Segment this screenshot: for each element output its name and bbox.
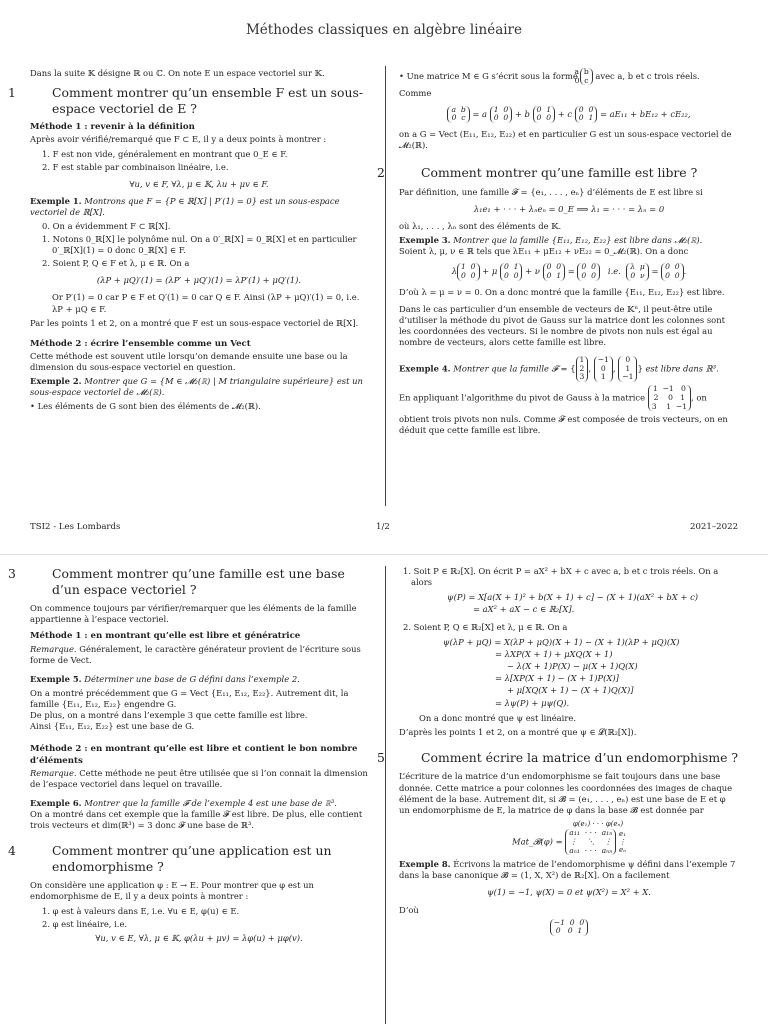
method-2-heading: Méthode 2 : en montrant qu’elle est libre et contient le bon nombre d’éléments [30,744,358,766]
section-4-intro: On considère une application φ : E → E. Pour montrer que φ est un endomorphisme de E, il y a deux points à montrer : [30,880,314,902]
example-3: Exemple 3. Montrer que la famille {E₁₁, E₁₂, E₂₂} est libre dans 𝓜₂(ℝ). [399,234,703,245]
page2-left-column [8,566,368,950]
vect-conclusion: on a G = Vect (E₁₁, E₁₂, E₂₂) et en particulier G est un sous-espace vectoriel de 𝓜₂(ℝ). [399,128,732,151]
endomorphism-conclusion: D’après les points 1 et 2, on a montré que ψ ∈ 𝓛(ℝ₂[X]). [399,726,637,737]
formula: ∀u, v ∈ E, ∀λ, μ ∈ 𝕂, φ(λu + μv) = λφ(u) + μφ(v). [95,932,303,943]
column-divider [385,66,386,506]
definition-after: où λ₁, . . . , λₙ sont des éléments de 𝕂. [399,220,562,231]
list-item: 1. Notons 0_ℝ[X] le polynôme nul. On a 0′_ℝ[X] = 0_ℝ[X] et en particulier 0′_ℝ[X](1) = 0 donc 0_ℝ[X] ∈ F. [42,234,357,256]
example-5-body-3: Ainsi {E₁₁, E₁₂, E₂₂} est une base de G. [30,721,195,732]
section-3-heading: 3 Comment montrer qu’une famille est une base d’un espace vectoriel ? [8,566,345,597]
section-3-intro: On commence toujours par vérifier/remarquer que les éléments de la famille appartienne à l’espace vectoriel. [30,603,357,625]
footer-page-number: 1/2 [376,522,390,532]
kn-paragraph: Dans le cas particulier d’un ensemble de vecteurs de 𝕂ⁿ, il peut-être utile d’utiliser la méthode du pivot de Gauss sur la matrice dont les colonnes sont les coordonnées des vecteurs. Si le nombre de pivots non nuls est égal au nombre de vecteurs, alors cette famille est libre. [399,303,725,347]
method-1-list [30,149,368,173]
list-item: 2. F est stable par combinaison linéaire, i.e. [42,161,229,172]
example-4-conclusion: obtient trois pivots non nuls. Comme 𝓕 est composée de trois vecteurs, on en déduit que cette famille est libre. [399,414,728,436]
example-3-body: Soient λ, μ, ν ∈ ℝ tels que λE₁₁ + μE₁₂ + νE₂₂ = 0_𝓜₂(ℝ). On a donc [399,246,689,257]
example-3-conclusion: D’où λ = μ = ν = 0. On a donc montré que la famille {E₁₁, E₁₂, E₂₂} est libre. [399,286,725,297]
definition-text: Par définition, une famille 𝓕 = {e₁, . . . , eₙ} d’éléments de E est libre si [399,186,703,197]
example-5-body: On a montré précédemment que G = Vect {E₁₁, E₁₂, E₂₂}. Autrement dit, la famille {E₁₁, E₁₂, E₂₂} engendre G. [30,687,349,709]
section-4-heading: 4 Comment montrer qu’une application est un endomorphisme ? [8,843,332,874]
example-5: Exemple 5. Déterminer une base de G défini dans l’exemple 2. [30,673,300,684]
example-4-body: En appliquant l’algorithme du pivot de Gauss à la matrice 1 −1 0 2 0 1 3 1 −1 , on [399,384,707,411]
section-5-intro: L’écriture de la matrice d’un endomorphisme se fait toujours dans une base donnée. Cette matrice a pour colonnes les coordonnées des images de chaque élément de la base. Autrement dit, si 𝓑 = (e₁, . . . , eₙ) est une base de E et φ un endomorphisme de E, la matrice de φ dans la base 𝓑 est donnée par [399,771,733,815]
example-1: Exemple 1. Montrons que F = {P ∈ ℝ[X] | P′(1) = 0} est un sous-espace vectoriel de ℝ[X]. [30,195,340,217]
remark-2: Remarque. Cette méthode ne peut être utilisée que si l’on connait la dimension de l’espace vectoriel dans lequel on travaille. [30,767,368,789]
example-8: Exemple 8. Écrivons la matrice de l’endomorphisme ψ défini dans l’exemple 7 dans la base canonique 𝓑 = (1, X, X²) de ℝ₂[X]. On a facilement [399,859,736,881]
formula: λ 1 0 0 0 + μ 0 1 0 0 + ν 0 0 0 1 = 0 0 0 0 i.e. λ μ 0 ν = 0 0 0 0 . [451,262,687,280]
section-2-heading: 2 Comment montrer qu’une famille est libre ? [377,165,698,181]
example-1-list [30,221,368,269]
footer-left: TSI2 - Les Lombards [30,522,121,532]
page-separator [0,554,768,555]
example-2: Exemple 2. Montrer que G = {M ∈ 𝓜₂(ℝ) | M triangulaire supérieure} est un sous-espace vectoriel de 𝓜₂(ℝ). [30,376,363,398]
list-item: 2. Soient P, Q ∈ F et λ, μ ∈ ℝ. On a [42,258,190,269]
formula: (λP + μQ)′(1) = (λP′ + μQ′)(1) = λP′(1) + μQ′(1). [96,275,302,286]
intro-text: Dans la suite 𝕂 désigne ℝ ou ℂ. On note E un espace vectoriel sur 𝕂. [30,68,325,78]
method-1-heading: Méthode 1 : revenir à la définition [30,122,195,133]
formula: ψ(P) = X[a(X + 1)² + b(X + 1) + c] − (X + 1)(aX² + bX + c) = aX² + aX − c ∈ ℝ₂[X]. [447,592,699,615]
example-2-bullet: • Les éléments de G sont bien des éléments de 𝓜₂(ℝ). [30,401,261,412]
formula: a b 0 c = a 1 0 0 0 + b 0 1 0 0 + c 0 0 0 1 = aE₁₁ + bE₁₂ + cE₂₂, [399,106,739,123]
example-6: Exemple 6. Montrer que la famille 𝓕 de l’exemple 4 est une base de ℝ³. [30,798,337,809]
section-5-heading: 5 Comment écrire la matrice d’un endomorphisme ? [377,749,739,765]
bullet-matrix-form: • Une matrice M ∈ G s’écrit sous la forme a b 0 c avec a, b et c trois réels. [399,67,700,85]
formula: ψ(λP + μQ) = X(λP + μQ)(X + 1) − (X + 1)(λP + μQ)(X) = λXP(X + 1) + μXQ(X + 1) − λ(X + 1)P(X) − μ(X + 1)Q(X) = λ[XP(X + 1) − (X + 1)P(X)] + μ[XQ(X + 1) − (X + 1)Q(X)] = λψ(P) + μψ(Q). [443,636,680,708]
method-2-text: Cette méthode est souvent utile lorsqu’on demande ensuite une base ou la dimension du sous-espace vectoriel en question. [30,351,348,373]
section-1-heading: 1 Comment montrer qu’un ensemble F est un sous-espace vectoriel de E ? [8,85,364,116]
column-divider [385,566,386,1024]
page1-left-column [8,68,368,416]
list-item: 1. F est non vide, généralement en montrant que 0_E ∈ F. [42,148,288,159]
matrix: a b 0 c [580,68,592,85]
comme-label: Comme [399,88,432,99]
example-4: Exemple 4. Montrer que la famille 𝓕 = { 1 2 3 , −1 0 1 , 0 1 −1 } est libre dans ℝ³. [399,355,719,382]
formula: λ₁e₁ + · · · + λₙeₙ = 0_E ⟹ λ₁ = · · · = λₙ = 0 [473,203,665,214]
list-item: 0. On a évidemment F ⊂ ℝ[X]. [42,221,171,231]
formula: ∀u, v ∈ F, ∀λ, μ ∈ 𝕂, λu + μv ∈ F. [129,178,269,189]
example-6-body: On a montré dans cet exemple que la famille 𝓕 est libre. De plus, elle contient trois vecteurs et dim(ℝ³) = 3 donc 𝓕 une base de ℝ³. [30,809,363,831]
matrix-partial: −1 0 0 0 0 1 [399,919,739,936]
method-1-heading: Méthode 1 : en montrant qu’elle est libre et génératrice [30,631,301,642]
section-4-list [30,906,368,930]
list-item: 1. φ est à valeurs dans E, i.e. ∀u ∈ E, φ(u) ∈ E. [42,905,240,916]
dou-label: D’où [399,904,419,915]
page2-right-column [377,566,739,942]
remark-1: Remarque. Généralement, le caractère générateur provient de l’écriture sous forme de Vect. [30,643,361,665]
example-1-conclusion: Par les points 1 et 2, on a montré que F est un sous-espace vectoriel de ℝ[X]. [30,317,359,328]
footer-right: 2021–2022 [690,522,739,532]
example-5-body-2: De plus, on a montré dans l’exemple 3 que cette famille est libre. [30,710,308,720]
list-item: 2. φ est linéaire, i.e. [42,918,128,929]
linearity-conclusion: On a donc montré que ψ est linéaire. [419,712,576,723]
point-1-text: 1. Soit P ∈ ℝ₂[X]. On écrit P = aX² + bX + c avec a, b et c trois réels. On a alors [403,566,719,588]
example-1-after: Or P′(1) = 0 car P ∈ F et Q′(1) = 0 car Q ∈ F. Ainsi (λP + μQ)′(1) = 0, i.e. λP + μQ ∈ F. [52,292,360,314]
matrix-formula: φ(e₁) · · · φ(eₙ) Mat_𝓑(φ) = a₁₁ · · · a₁ₙ ⋮ ⋱ ⋮ aₙ₁ · · · aₙₙ e₁ ⋮ eₙ [512,819,626,855]
page1-right-column [377,67,739,440]
document-title: Méthodes classiques en algèbre linéaire [245,22,523,38]
formula: ψ(1) = −1, ψ(X) = 0 et ψ(X²) = X² + X. [487,887,651,898]
method-2-heading: Méthode 2 : écrire l’ensemble comme un Vect [30,338,251,349]
method-1-text: Après avoir vérifié/remarqué que F ⊂ E, il y a deux points à montrer : [30,134,327,145]
point-2-text: 2. Soient P, Q ∈ ℝ₂[X] et λ, μ ∈ ℝ. On a [403,621,568,632]
